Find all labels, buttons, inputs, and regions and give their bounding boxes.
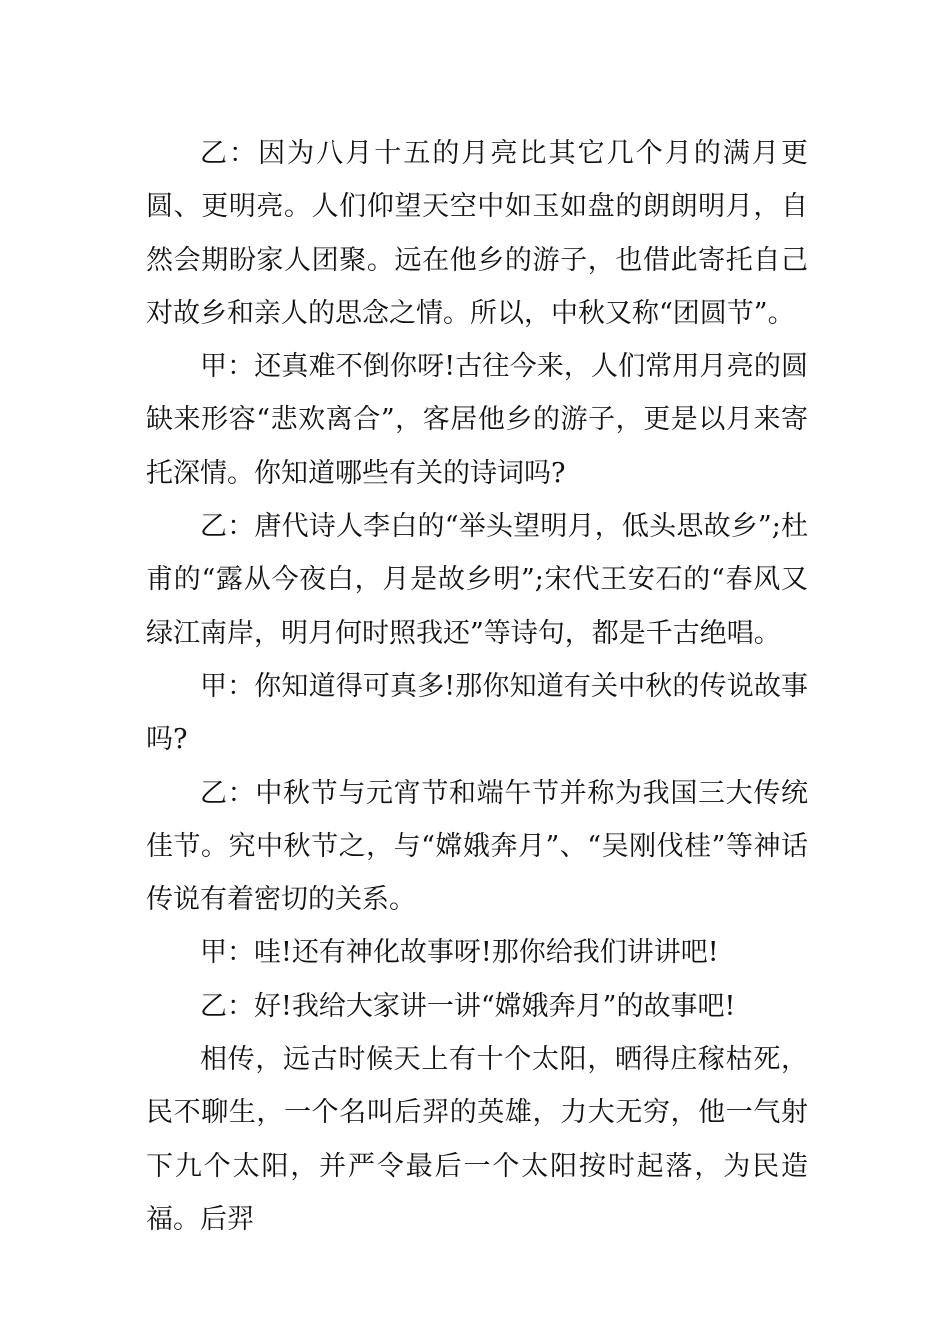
paragraph-yi-story-intro: 乙：好!我给大家讲一讲“嫦娥奔月”的故事吧! — [200, 990, 736, 1022]
document-body — [146, 127, 808, 1246]
paragraph-yi-mid-autumn-meaning: 乙：因为八月十五的月亮比其它几个月的满月更圆、更明亮。人们仰望天空中如玉如盘的朗朗明月，自然会期盼家人团聚。远在他乡的游子，也借此寄托自己对故乡和亲人的思念之情。所以，中秋又称“团圆节”。 — [146, 138, 808, 329]
paragraph-jia-legend-question: 甲：你知道得可真多!那你知道有关中秋的传说故事吗? — [146, 670, 808, 756]
paragraph-jia-moon-poems-question: 甲：还真难不倒你呀!古往今来，人们常用月亮的圆缺来形容“悲欢离合”，客居他乡的游子，更是以月来寄托深情。你知道哪些有关的诗词吗? — [146, 351, 808, 489]
paragraph-yi-poems: 乙：唐代诗人李白的“举头望明月，低头思故乡”;杜甫的“露从今夜白，月是故乡明”;宋代王安石的“春风又绿江南岸，明月何时照我还”等诗句，都是千古绝唱。 — [146, 511, 808, 649]
paragraph-jia-myth-request: 甲：哇!还有神化故事呀!那你给我们讲讲吧! — [200, 937, 719, 969]
paragraph-legend-story: 相传，远古时候天上有十个太阳，晒得庄稼枯死，民不聊生，一个名叫后羿的英雄，力大无穷，他一气射下九个太阳，并严令最后一个太阳按时起落，为民造福。后羿 — [146, 1044, 808, 1235]
paragraph-yi-three-festivals: 乙：中秋节与元宵节和端午节并称为我国三大传统佳节。究中秋节之，与“嫦娥奔月”、“吴刚伐桂”等神话传说有着密切的关系。 — [146, 777, 808, 916]
